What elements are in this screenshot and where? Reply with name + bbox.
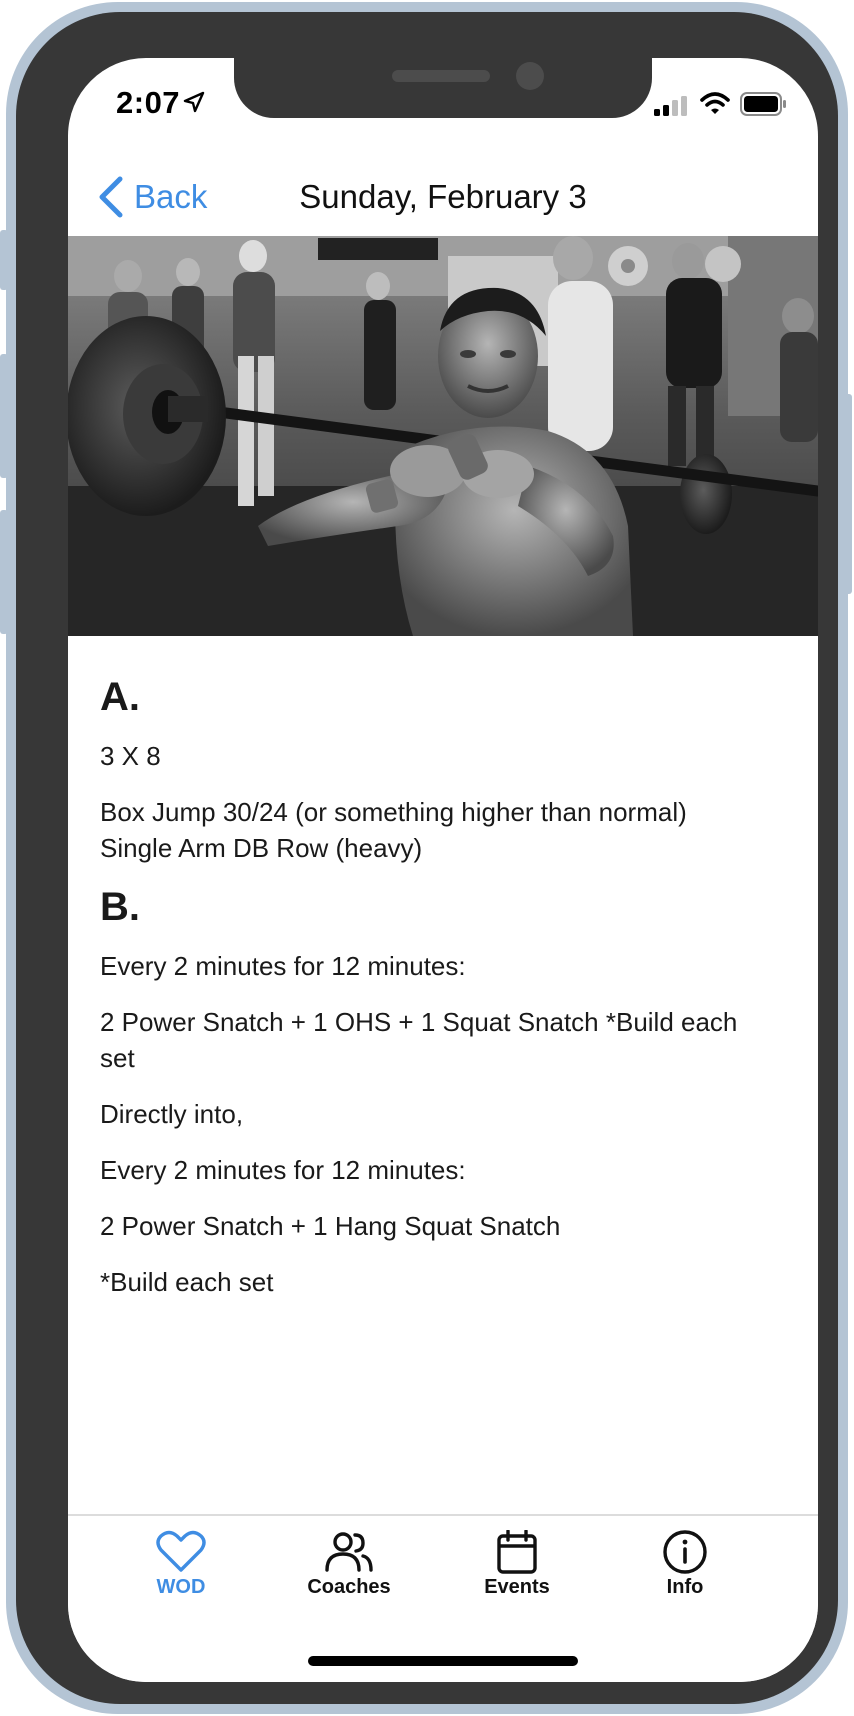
wifi-icon	[700, 91, 730, 115]
tab-coaches[interactable]	[274, 1530, 424, 1630]
volume-down-button	[0, 510, 8, 634]
people-icon	[323, 1530, 375, 1574]
chevron-left-icon	[96, 175, 126, 219]
page-title: Sunday, February 3	[299, 178, 587, 215]
section-b-line: Every 2 minutes for 12 minutes:	[100, 951, 466, 981]
section-b-line: 2 Power Snatch + 1 OHS + 1 Squat Snatch *Build each set	[100, 1007, 738, 1073]
heart-icon	[155, 1530, 207, 1574]
power-button	[844, 394, 852, 594]
mute-switch	[0, 230, 8, 290]
tab-events[interactable]	[442, 1530, 592, 1630]
section-b-line: Directly into,	[100, 1099, 244, 1129]
workout-content	[100, 670, 780, 1320]
speaker-grille	[392, 70, 490, 82]
home-indicator[interactable]	[308, 1656, 578, 1666]
section-b-line: 2 Power Snatch + 1 Hang Squat Snatch	[100, 1211, 561, 1241]
device-frame	[6, 2, 848, 1714]
tab-info[interactable]	[610, 1530, 760, 1630]
section-b-heading: B.	[100, 885, 140, 929]
section-a-exercises	[100, 794, 780, 866]
device-bezel	[16, 12, 838, 1704]
back-button-label: Back	[134, 178, 208, 215]
status-time: 2:07	[116, 85, 181, 120]
cellular-signal-icon	[654, 96, 688, 116]
section-a-exercise-1: Box Jump 30/24 (or something higher than normal)	[100, 797, 687, 827]
volume-up-button	[0, 354, 8, 478]
weightlifter-photo	[68, 236, 818, 636]
tab-label: Events	[484, 1576, 550, 1598]
navigation-bar	[68, 158, 818, 236]
info-icon	[659, 1530, 711, 1574]
tab-label: Coaches	[307, 1576, 391, 1598]
tab-label: WOD	[156, 1576, 206, 1598]
section-b-line: *Build each set	[100, 1267, 274, 1297]
front-camera	[516, 62, 544, 90]
phone-screen	[68, 58, 818, 1682]
location-arrow-icon	[182, 90, 206, 114]
section-b-line: Every 2 minutes for 12 minutes:	[100, 1155, 466, 1185]
section-a-heading: A.	[100, 675, 140, 719]
calendar-icon	[491, 1530, 543, 1574]
hero-photo	[68, 236, 818, 636]
section-a-scheme: 3 X 8	[100, 741, 161, 771]
battery-icon	[740, 92, 788, 116]
tab-label: Info	[666, 1576, 704, 1598]
tab-wod[interactable]	[106, 1530, 256, 1630]
section-a-exercise-2: Single Arm DB Row (heavy)	[100, 833, 423, 863]
back-button[interactable]	[96, 158, 207, 236]
notch	[234, 58, 652, 118]
